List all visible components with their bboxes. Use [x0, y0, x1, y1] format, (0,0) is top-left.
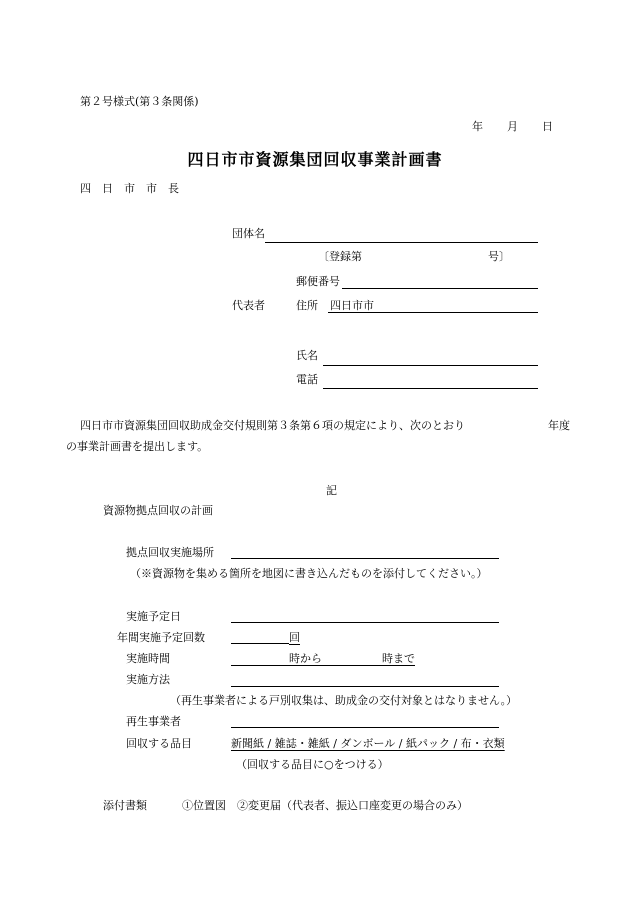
- location-field[interactable]: [231, 558, 499, 559]
- page-title: 四日市市資源集団回収事業計画書: [187, 150, 443, 169]
- items-label: 回収する品目: [126, 737, 192, 750]
- method-note: （再生事業者による戸別収集は、助成金の交付対象とはなりません。）: [170, 694, 518, 707]
- time-from-field[interactable]: [231, 665, 289, 666]
- items-note: （回収する品目に○をつける）: [236, 758, 389, 771]
- date-year-label: 年: [472, 120, 483, 133]
- recycler-label: 再生事業者: [126, 715, 181, 728]
- addressee: 四 日 市 市 長: [80, 182, 179, 195]
- annual-count-field[interactable]: [231, 643, 289, 644]
- scheduled-date-field[interactable]: [231, 622, 499, 623]
- postal-code-label: 郵便番号: [296, 275, 340, 288]
- annual-count-label: 年間実施予定回数: [117, 631, 205, 644]
- registration-open: 〔登録第: [318, 250, 362, 263]
- form-number: 第２号様式(第３条関係): [80, 95, 199, 108]
- plan-section-title: 資源物拠点回収の計画: [103, 504, 213, 517]
- body-text-line2: の事業計画書を提出します。: [66, 440, 209, 453]
- date-month-label: 月: [507, 120, 518, 133]
- body-text-line1: 四日市市資源集団回収助成金交付規則第３条第６項の規定により、次のとおり: [80, 419, 465, 432]
- attachments-value: ①位置図 ②変更届（代表者、振込口座変更の場合のみ）: [182, 799, 468, 812]
- location-label: 拠点回収実施場所: [126, 546, 214, 559]
- group-name-label: 団体名: [232, 227, 265, 240]
- group-name-field[interactable]: [265, 242, 538, 243]
- method-field[interactable]: [231, 686, 499, 687]
- time-to-label: 時まで: [382, 652, 415, 665]
- count-unit: 回: [289, 631, 300, 644]
- time-label: 実施時間: [126, 652, 170, 665]
- phone-label: 電話: [296, 373, 318, 386]
- ki-heading: 記: [326, 484, 337, 497]
- attachments-label: 添付書類: [103, 799, 147, 812]
- phone-field[interactable]: [323, 388, 538, 389]
- location-note: （※資源物を集める箇所を地図に書き込んだものを添付してください。）: [130, 567, 488, 580]
- address-label: 住所: [296, 299, 318, 312]
- representative-label: 代表者: [232, 299, 265, 312]
- address-field[interactable]: [328, 312, 538, 313]
- registration-close: 号〕: [488, 250, 510, 263]
- name-label: 氏名: [296, 349, 318, 362]
- items-options[interactable]: 新聞紙 / 雑誌・雑紙 / ダンボール / 紙パック / 布・衣類: [231, 737, 505, 750]
- address-value: 四日市市: [330, 299, 374, 312]
- postal-code-field[interactable]: [342, 288, 538, 289]
- fiscal-year-label: 年度: [548, 419, 570, 432]
- name-field[interactable]: [323, 365, 538, 366]
- recycler-field[interactable]: [231, 727, 499, 728]
- method-label: 実施方法: [126, 673, 170, 686]
- date-day-label: 日: [542, 120, 553, 133]
- time-from-label: 時から: [289, 652, 322, 665]
- time-to-field[interactable]: [322, 665, 382, 666]
- scheduled-date-label: 実施予定日: [126, 610, 181, 623]
